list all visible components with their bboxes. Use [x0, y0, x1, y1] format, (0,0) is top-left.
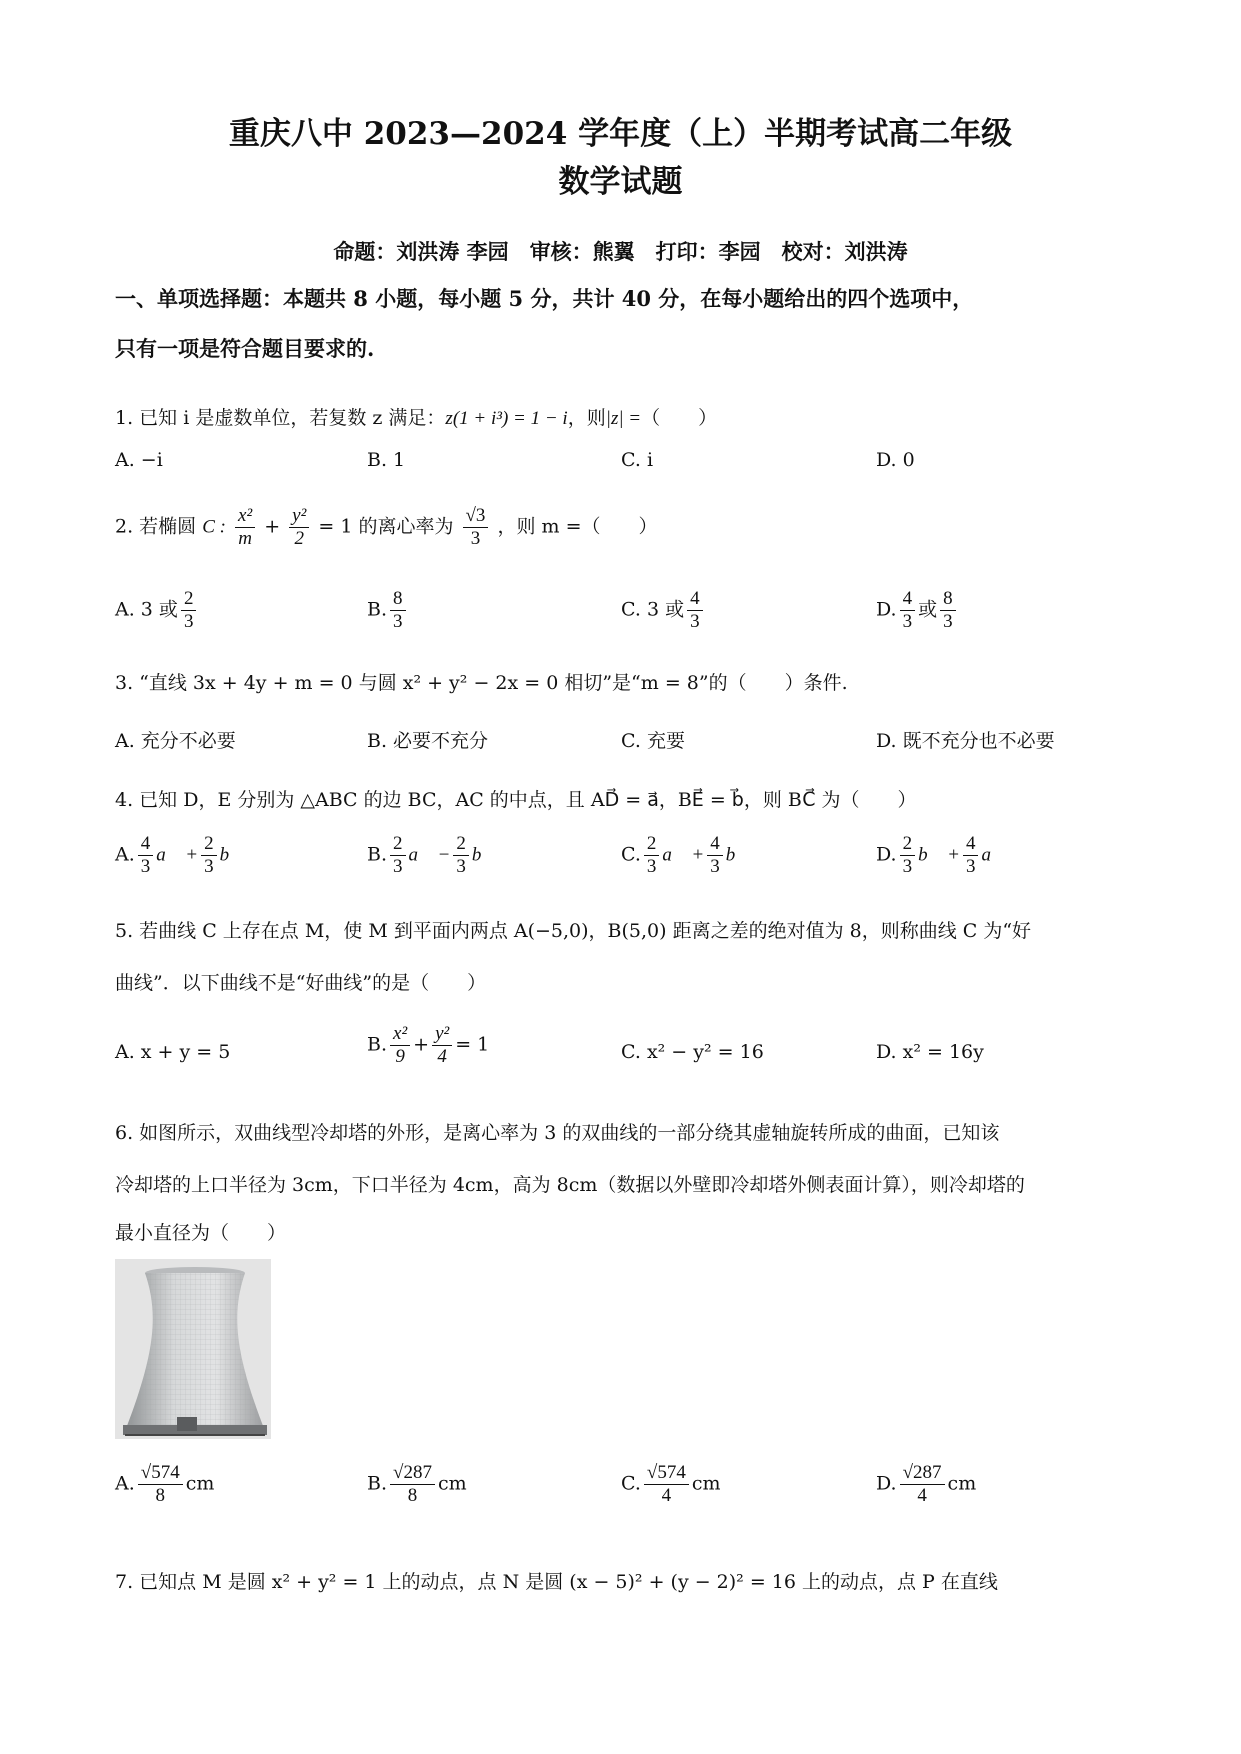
q2-frac-e-num: √3 — [463, 505, 489, 528]
q4-opta-v1: a⃗ + — [156, 844, 199, 866]
q4-optc-d1: 3 — [646, 855, 657, 877]
q2-optc-frac — [687, 588, 703, 633]
q4-opta-d1: 3 — [140, 855, 151, 877]
q4-optd-d1: 3 — [902, 855, 913, 877]
q2-frac-x-num: x² — [235, 505, 255, 528]
q2-frac-y — [289, 505, 309, 550]
q1-stem-b: ，则 — [567, 407, 606, 429]
cooling-tower-drawing — [115, 1259, 271, 1439]
q4-optd-d2: 3 — [965, 855, 976, 877]
q6-optc-frac — [644, 1462, 689, 1507]
credits-line: 命题：刘洪涛 李园 审核：熊翼 打印：李园 校对：刘洪涛 — [333, 239, 908, 264]
q4-optb-frac2 — [453, 833, 469, 878]
q2-optc-num: 4 — [687, 588, 703, 611]
q2-optd-mid: 或 — [918, 598, 938, 621]
q5-option-a: A. x + y = 5 — [115, 1041, 231, 1063]
q5-optb-d2: 4 — [437, 1045, 447, 1067]
question-2-stem — [115, 505, 658, 550]
q4-optd-n2: 4 — [963, 833, 979, 856]
q4-optc-pre: C. — [621, 843, 641, 866]
q3-option-d: D. 既不充分也不必要 — [876, 730, 1055, 752]
q4-optc-v1: a⃗ + — [662, 844, 705, 866]
q6-optc-den: 4 — [661, 1484, 672, 1506]
q6-opta-den: 8 — [155, 1484, 165, 1506]
cooling-tower-image — [115, 1259, 271, 1439]
q5-optb-n1: x² — [390, 1023, 410, 1046]
q6-optd-num: √287 — [900, 1462, 945, 1485]
q6-optc-unit: cm — [691, 1472, 721, 1495]
subject-title: 数学试题 — [558, 164, 683, 200]
q1-option-c: C. i — [621, 449, 654, 471]
q6-optd-frac — [900, 1462, 945, 1507]
q1-paren: （ ） — [641, 407, 718, 429]
q2-frac-e-den: 3 — [470, 527, 481, 549]
q2-optb-num: 8 — [390, 588, 406, 611]
q2-stem-a: 2. 若椭圆 — [115, 515, 197, 538]
section-heading-line2: 只有一项是符合题目要求的. — [115, 336, 375, 361]
q4-optd-v2: a⃗ — [981, 844, 1006, 866]
q4-optc-d2: 3 — [710, 855, 720, 877]
q6-optd-den: 4 — [917, 1484, 927, 1506]
q1-option-b: B. 1 — [367, 449, 406, 471]
question-1-stem — [115, 403, 717, 430]
q6-optb-num: √287 — [390, 1462, 435, 1485]
q4-optc-frac2 — [707, 833, 723, 878]
q5-option-c: C. x² − y² = 16 — [621, 1041, 764, 1063]
q4-opta-n2: 2 — [201, 833, 217, 856]
q4-opta-frac2 — [201, 833, 217, 878]
q5-optb-mid: + — [413, 1033, 430, 1056]
q4-option-b — [367, 833, 496, 878]
q4-option-c — [621, 833, 750, 878]
q2-option-d — [876, 588, 959, 633]
question-4-stem: 4. 已知 D，E 分别为 △ABC 的边 BC，AC 的中点，且 AD⃗ = a⃗，BE⃗ = b⃗，则 BC⃗ 为（ ） — [115, 789, 917, 811]
q4-optd-v1: b⃗ + — [918, 844, 960, 866]
q3-option-c: C. 充要 — [621, 730, 685, 752]
q4-option-d — [876, 833, 1006, 878]
q6-opta-pre: A. — [115, 1472, 135, 1495]
q6-optd-pre: D. — [876, 1472, 897, 1495]
q2-option-b — [367, 588, 409, 633]
q2-optc-den: 3 — [690, 610, 700, 632]
q4-optd-n1: 2 — [900, 833, 916, 856]
q4-optb-n1: 2 — [390, 833, 406, 856]
q5-optb-n2: y² — [432, 1023, 452, 1046]
q2-stem-b: ，则 m = — [497, 515, 582, 538]
q2-option-c — [621, 588, 706, 633]
q4-optb-v2: b⃗ — [471, 844, 497, 866]
q4-optd-frac2 — [963, 833, 979, 878]
q4-optb-d2: 3 — [456, 855, 466, 877]
q2-frac-y-num: y² — [289, 505, 309, 528]
q5-option-b — [367, 1023, 489, 1068]
q6-opta-unit: cm — [185, 1472, 215, 1495]
q3-option-b: B. 必要不充分 — [367, 730, 489, 752]
q2-optb-den: 3 — [393, 610, 403, 632]
q2-plus: + — [264, 515, 281, 538]
q4-opta-v2: b⃗ — [219, 844, 244, 866]
q4-optc-n2: 4 — [707, 833, 723, 856]
q5-optb-frac2 — [432, 1023, 452, 1068]
q2-eq: = 1 的离心率为 — [318, 515, 454, 538]
q4-optc-frac1 — [644, 833, 660, 878]
question-6-line1: 6. 如图所示，双曲线型冷却塔的外形，是离心率为 3 的双曲线的一部分绕其虚轴旋转所成的曲面，已知该 — [115, 1122, 1000, 1144]
q4-optb-d1: 3 — [393, 855, 403, 877]
q6-optd-unit: cm — [947, 1472, 977, 1495]
q6-opta-num: √574 — [138, 1462, 183, 1485]
q2-frac-e — [463, 505, 489, 550]
q5-optb-frac1 — [390, 1023, 410, 1068]
q6-optb-frac — [390, 1462, 435, 1507]
q2-frac-y-den: 2 — [294, 527, 304, 549]
q6-option-b — [367, 1462, 467, 1507]
q6-option-a — [115, 1462, 214, 1507]
question-6-line3: 最小直径为（ ） — [115, 1222, 287, 1244]
exam-title: 重庆八中 2023—2024 学年度（上）半期考试高二年级 — [228, 116, 1013, 152]
q2-frac-x — [235, 505, 255, 550]
q6-optc-pre: C. — [621, 1472, 641, 1495]
q6-optb-pre: B. — [367, 1472, 388, 1495]
q2-optc-pre: C. 3 或 — [621, 598, 685, 621]
question-5-line2: 曲线”．以下曲线不是“好曲线”的是（ ） — [115, 972, 487, 994]
question-7-line1: 7. 已知点 M 是圆 x² + y² = 1 上的动点，点 N 是圆 (x − 5)² + (y − 2)² = 16 上的动点，点 P 在直线 — [115, 1571, 998, 1593]
question-6-line2: 冷却塔的上口半径为 3cm，下口半径为 4cm，高为 8cm（数据以外壁即冷却塔外侧表面计算），则冷却塔的 — [115, 1174, 1025, 1196]
q5-optb-pre: B. — [367, 1033, 388, 1056]
q2-c-label: C : — [202, 516, 226, 538]
q6-option-d — [876, 1462, 976, 1507]
q2-opta-frac — [181, 588, 197, 633]
q6-optb-den: 8 — [407, 1484, 418, 1506]
q4-optb-pre: B. — [367, 843, 388, 866]
q1-formula2: |z| = — [605, 408, 642, 429]
q4-optb-frac1 — [390, 833, 406, 878]
question-3-stem: 3. “直线 3x + 4y + m = 0 与圆 x² + y² − 2x = 0 相切”是“m = 8”的（ ）条件. — [115, 672, 848, 694]
q2-optb-frac — [390, 588, 406, 633]
question-5-line1: 5. 若曲线 C 上存在点 M，使 M 到平面内两点 A(−5,0)，B(5,0) 距离之差的绝对值为 8，则称曲线 C 为“好 — [115, 920, 1032, 942]
section-heading-line1: 一、单项选择题：本题共 8 小题，每小题 5 分，共计 40 分，在每小题给出的四个选项中， — [115, 286, 974, 311]
q5-optb-post: = 1 — [455, 1033, 490, 1056]
q4-option-a — [115, 833, 244, 878]
q4-optc-v2: b⃗ — [725, 844, 751, 866]
q2-opta-pre: A. 3 或 — [115, 598, 178, 621]
q2-optd-frac2 — [940, 588, 956, 633]
q5-optb-d1: 9 — [395, 1045, 405, 1067]
q4-opta-n1: 4 — [138, 833, 154, 856]
q2-optb-pre: B. — [367, 598, 388, 621]
q4-optd-pre: D. — [876, 843, 897, 866]
q6-option-c — [621, 1462, 721, 1507]
q2-paren: （ ） — [581, 515, 658, 538]
q2-frac-x-den: m — [238, 527, 252, 549]
q2-optd-num2: 8 — [940, 588, 956, 611]
q2-opta-den: 3 — [183, 610, 194, 632]
q5-option-d: D. x² = 16y — [876, 1041, 984, 1063]
q3-option-a: A. 充分不必要 — [115, 730, 236, 752]
q6-optb-unit: cm — [437, 1472, 467, 1495]
q4-optd-frac1 — [900, 833, 916, 878]
q1-option-d: D. 0 — [876, 449, 915, 471]
q4-opta-pre: A. — [115, 843, 135, 866]
q4-opta-frac1 — [138, 833, 154, 878]
q2-optd-den2: 3 — [943, 610, 953, 632]
q2-opta-num: 2 — [181, 588, 197, 611]
q1-stem-a: 1. 已知 i 是虚数单位，若复数 z 满足： — [115, 407, 446, 429]
q2-option-a — [115, 588, 199, 633]
q4-opta-d2: 3 — [204, 855, 214, 877]
q1-formula: z(1 + i³) = 1 − i — [445, 408, 568, 429]
q6-opta-frac — [138, 1462, 183, 1507]
q4-optb-v1: a⃗ − — [408, 844, 451, 866]
q2-optd-num1: 4 — [900, 588, 916, 611]
q2-optd-den1: 3 — [902, 610, 913, 632]
q4-optc-n1: 2 — [644, 833, 660, 856]
q4-optb-n2: 2 — [453, 833, 469, 856]
q2-optd-pre: D. — [876, 598, 897, 621]
q2-optd-frac1 — [900, 588, 916, 633]
q1-option-a: A. −i — [115, 449, 163, 471]
q6-optc-num: √574 — [644, 1462, 689, 1485]
